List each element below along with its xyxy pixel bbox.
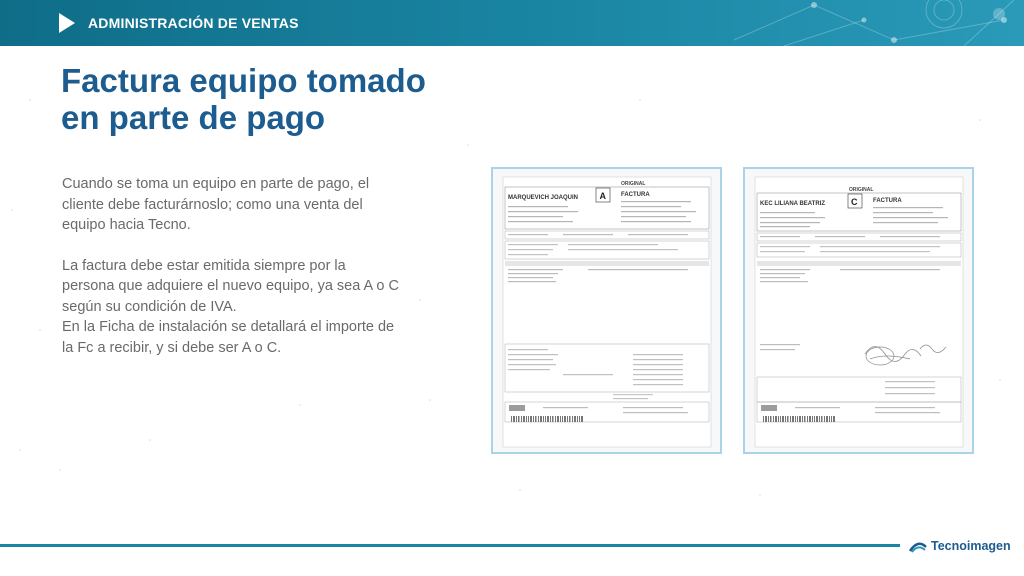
section-label: ADMINISTRACIÓN DE VENTAS <box>88 15 299 31</box>
paragraph-2-line: la Fc a recibir, y si debe ser A o C. <box>62 339 282 356</box>
title-line-1: Factura equipo tomado <box>61 62 426 99</box>
page-title <box>61 62 481 136</box>
invoice-c-doctype: FACTURA <box>873 198 902 204</box>
invoice-c-letter: C <box>851 197 858 207</box>
paragraph-1-line: cliente debe facturárnoslo; como una venta del <box>62 196 363 213</box>
invoice-a-name: MARQUEVICH JOAQUIN <box>508 195 579 201</box>
invoice-a-letter: A <box>599 191 606 201</box>
paragraph-1-line: Cuando se toma un equipo en parte de pago, el <box>62 176 370 192</box>
invoice-a-image <box>491 167 722 454</box>
logo-text: Tecnoimagen <box>931 539 1011 553</box>
invoice-c-image <box>743 167 974 454</box>
paragraph-2-line: La factura debe estar emitida siempre por la <box>62 257 346 274</box>
paragraph-2 <box>62 256 432 359</box>
paragraph-2-line: En la Ficha de instalación se detallará el importe de <box>62 319 395 335</box>
invoice-c-name: KEC LILIANA BEATRIZ <box>760 201 825 207</box>
paragraph-2-line: según su condición de IVA. <box>62 298 237 315</box>
paragraph-1 <box>62 174 432 236</box>
play-arrow-icon <box>59 13 75 33</box>
invoice-c-original: ORIGINAL <box>849 187 874 193</box>
body-text <box>62 174 432 378</box>
invoice-a-original: ORIGINAL <box>621 181 646 187</box>
paragraph-2-line: persona que adquiere el nuevo equipo, ya sea A o C <box>62 278 399 294</box>
network-pattern-decoration <box>694 0 1024 46</box>
logo-mark-icon <box>908 538 928 554</box>
paragraph-1-line: equipo hacia Tecno. <box>62 217 191 233</box>
tecnoimagen-logo <box>908 536 1011 556</box>
invoice-a-doctype: FACTURA <box>621 192 650 198</box>
title-line-2: en parte de pago <box>61 99 326 136</box>
header-bar <box>0 0 1024 46</box>
footer-divider <box>0 544 900 547</box>
